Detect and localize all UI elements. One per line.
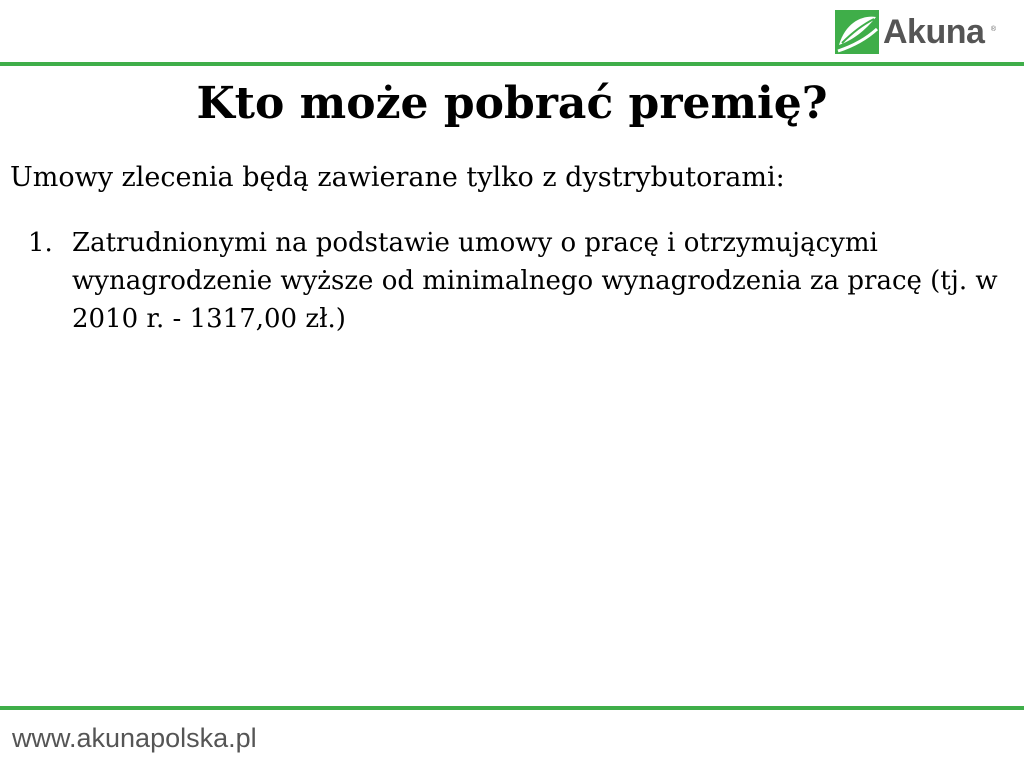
list-item-number: 1. — [28, 228, 53, 258]
intro-text: Umowy zlecenia będą zawierane tylko z dystrybutorami: — [10, 162, 785, 193]
header-divider — [0, 62, 1024, 66]
list-item — [28, 224, 998, 338]
akuna-logo — [834, 6, 1010, 58]
list-item-text: Zatrudnionymi na podstawie umowy o pracę i otrzymującymi wynagrodzenie wyższe od minimalnego wynagrodzenia za pracę (tj. w 2010 r. - 1317,00 zł.) — [72, 228, 998, 334]
logo-wordmark: Akuna — [883, 13, 985, 51]
slide-title: Kto może pobrać premię? — [196, 78, 828, 129]
footer-url: www.akunapolska.pl — [12, 723, 257, 753]
footer-divider — [0, 706, 1024, 710]
registered-mark: ® — [990, 26, 996, 33]
leaf-icon — [834, 9, 880, 55]
